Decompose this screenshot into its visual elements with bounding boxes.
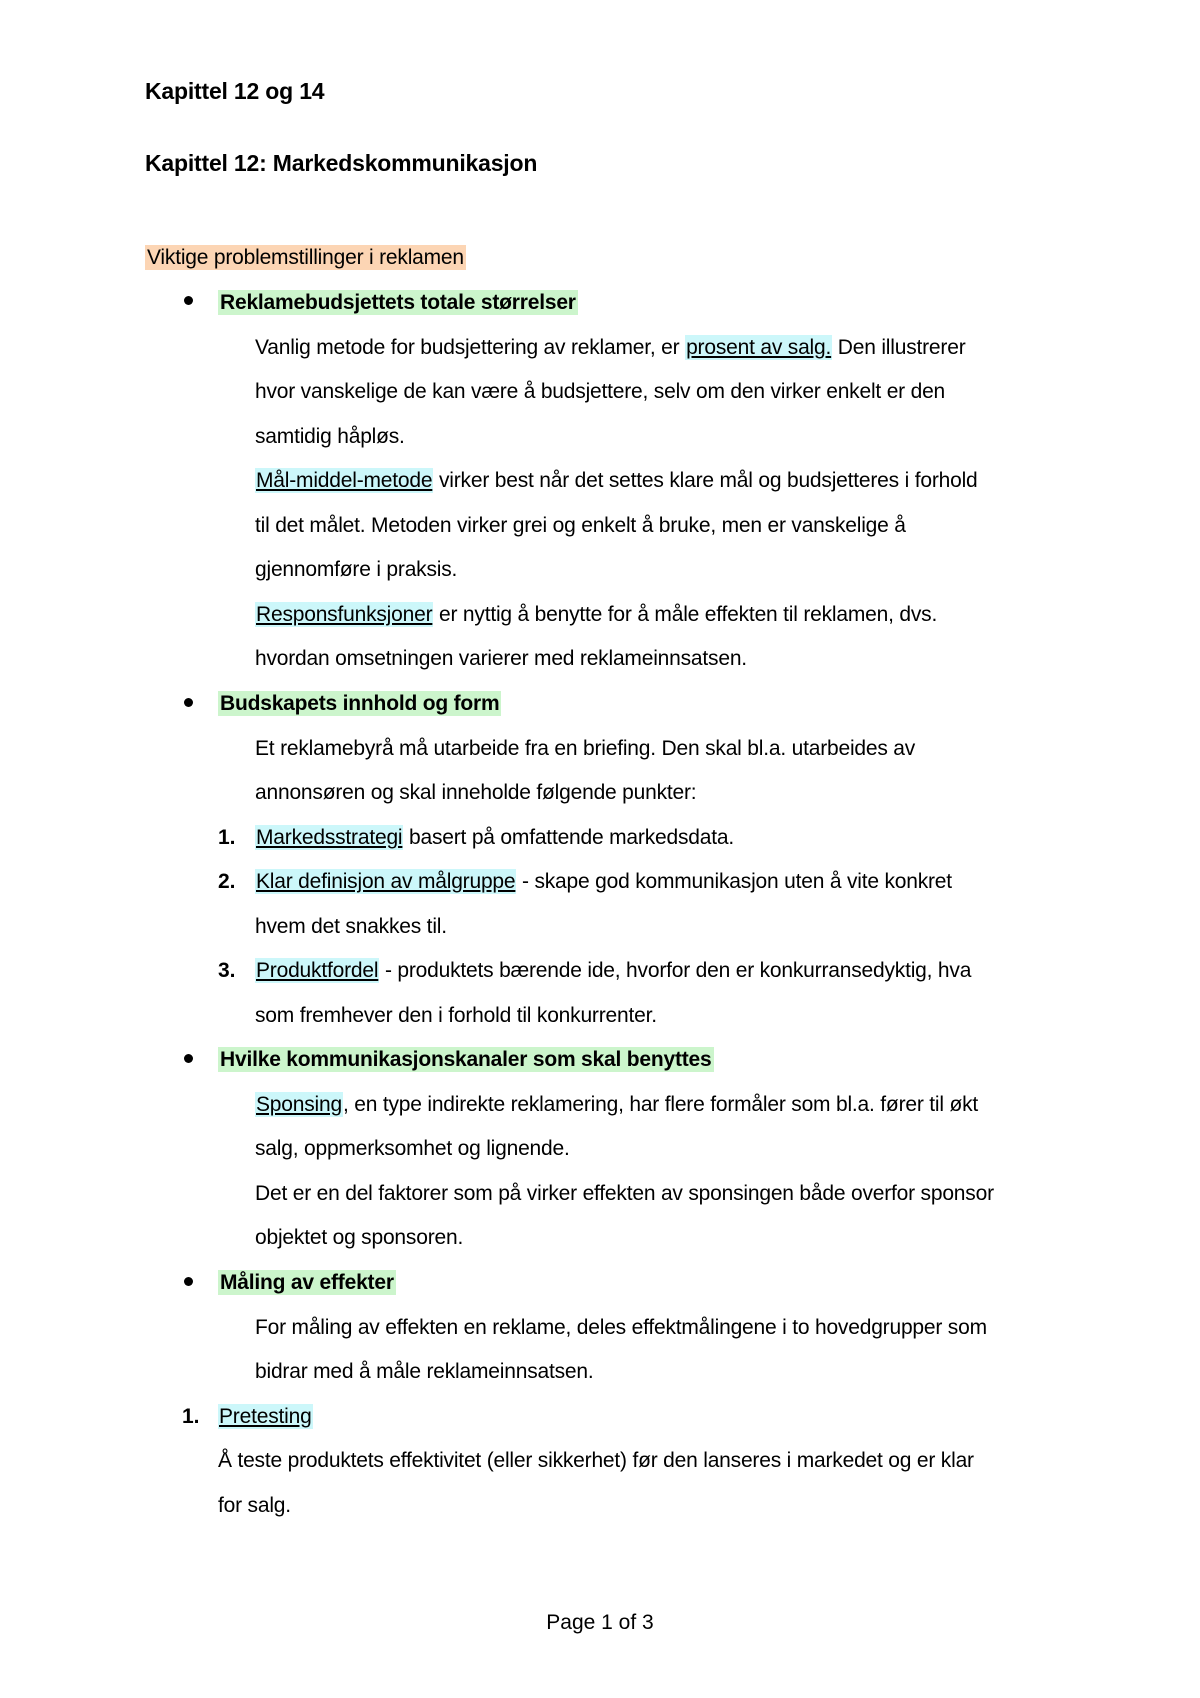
- highlighted-term: Klar definisjon av målgruppe: [256, 870, 516, 893]
- highlighted-term: Sponsing: [256, 1093, 342, 1116]
- numbered-item: [255, 958, 971, 984]
- line-text: , en type indirekte reklamering, har flere formåler som bl.a. fører til økt: [342, 1093, 979, 1116]
- bullet-heading-2: [218, 691, 501, 717]
- bullet-heading-3: [218, 1047, 714, 1073]
- document-title: Kapittel 12 og 14: [145, 78, 325, 104]
- bullet-dot: [184, 698, 193, 707]
- list-number: 1.: [218, 826, 236, 849]
- paragraph-line: annonsøren og skal inneholde følgende punkter:: [255, 781, 697, 804]
- list-number: 1.: [182, 1405, 200, 1428]
- line-text: Den illustrerer: [832, 336, 966, 359]
- paragraph-line: for salg.: [218, 1494, 291, 1517]
- line-text: Vanlig metode for budsjettering av reklamer, er: [255, 336, 686, 359]
- numbered-item: [255, 869, 952, 895]
- bullet-dot: [184, 1054, 193, 1063]
- section-heading-text: Viktige problemstillinger i reklamen: [147, 246, 464, 269]
- paragraph-line: [255, 335, 965, 361]
- bullet-heading-4: [218, 1270, 396, 1296]
- highlighted-term: Mål-middel-metode: [256, 469, 433, 492]
- paragraph-line: samtidig håpløs.: [255, 425, 405, 448]
- paragraph-line: [255, 602, 937, 628]
- line-text: basert på omfattende markedsdata.: [403, 826, 734, 849]
- paragraph-line: som fremhever den i forhold til konkurrenter.: [255, 1004, 657, 1027]
- list-number: 2.: [218, 870, 236, 893]
- line-text: er nyttig å benytte for å måle effekten til reklamen, dvs.: [433, 603, 938, 626]
- paragraph-line: [255, 468, 978, 494]
- paragraph-line: bidrar med å måle reklameinnsatsen.: [255, 1360, 594, 1383]
- bullet-dot: [184, 296, 193, 305]
- paragraph-line: hvordan omsetningen varierer med reklameinnsatsen.: [255, 647, 747, 670]
- section-heading: [145, 245, 466, 271]
- line-text: - skape god kommunikasjon uten å vite konkret: [516, 870, 952, 893]
- paragraph-line: Et reklamebyrå må utarbeide fra en briefing. Den skal bl.a. utarbeides av: [255, 737, 916, 760]
- paragraph-line: For måling av effekten en reklame, deles effektmålingene i to hovedgrupper som: [255, 1316, 987, 1339]
- list-number: 3.: [218, 959, 236, 982]
- line-text: - produktets bærende ide, hvorfor den er konkurransedyktig, hva: [379, 959, 972, 982]
- chapter-heading: Kapittel 12: Markedskommunikasjon: [145, 150, 538, 176]
- numbered-item: [255, 825, 734, 851]
- paragraph-line: salg, oppmerksomhet og lignende.: [255, 1137, 570, 1160]
- bullet-heading-text: Budskapets innhold og form: [220, 692, 500, 715]
- bullet-dot: [184, 1277, 193, 1286]
- bullet-heading-1: [218, 290, 578, 316]
- highlighted-term: Responsfunksjoner: [256, 603, 433, 626]
- pretesting-heading: [218, 1404, 313, 1430]
- paragraph-line: objektet og sponsoren.: [255, 1226, 464, 1249]
- page-footer: Page 1 of 3: [546, 1611, 654, 1634]
- bullet-heading-text: Måling av effekter: [220, 1271, 394, 1294]
- bullet-heading-text: Reklamebudsjettets totale størrelser: [220, 291, 576, 314]
- highlighted-term: prosent av salg.: [686, 336, 832, 359]
- highlighted-term: Produktfordel: [256, 959, 379, 982]
- paragraph-line: til det målet. Metoden virker grei og enkelt å bruke, men er vanskelige å: [255, 514, 906, 537]
- paragraph-line: hvem det snakkes til.: [255, 915, 447, 938]
- highlighted-term: Pretesting: [219, 1405, 312, 1428]
- paragraph-line: Det er en del faktorer som på virker effekten av sponsingen både overfor sponsor: [255, 1182, 994, 1205]
- line-text: virker best når det settes klare mål og budsjetteres i forhold: [433, 469, 978, 492]
- paragraph-line: [255, 1092, 978, 1118]
- paragraph-line: gjennomføre i praksis.: [255, 558, 458, 581]
- paragraph-line: Å teste produktets effektivitet (eller sikkerhet) før den lanseres i markedet og er klar: [218, 1449, 974, 1472]
- paragraph-line: hvor vanskelige de kan være å budsjettere, selv om den virker enkelt er den: [255, 380, 946, 403]
- bullet-heading-text: Hvilke kommunikasjonskanaler som skal benyttes: [220, 1048, 712, 1071]
- highlighted-term: Markedsstrategi: [256, 826, 403, 849]
